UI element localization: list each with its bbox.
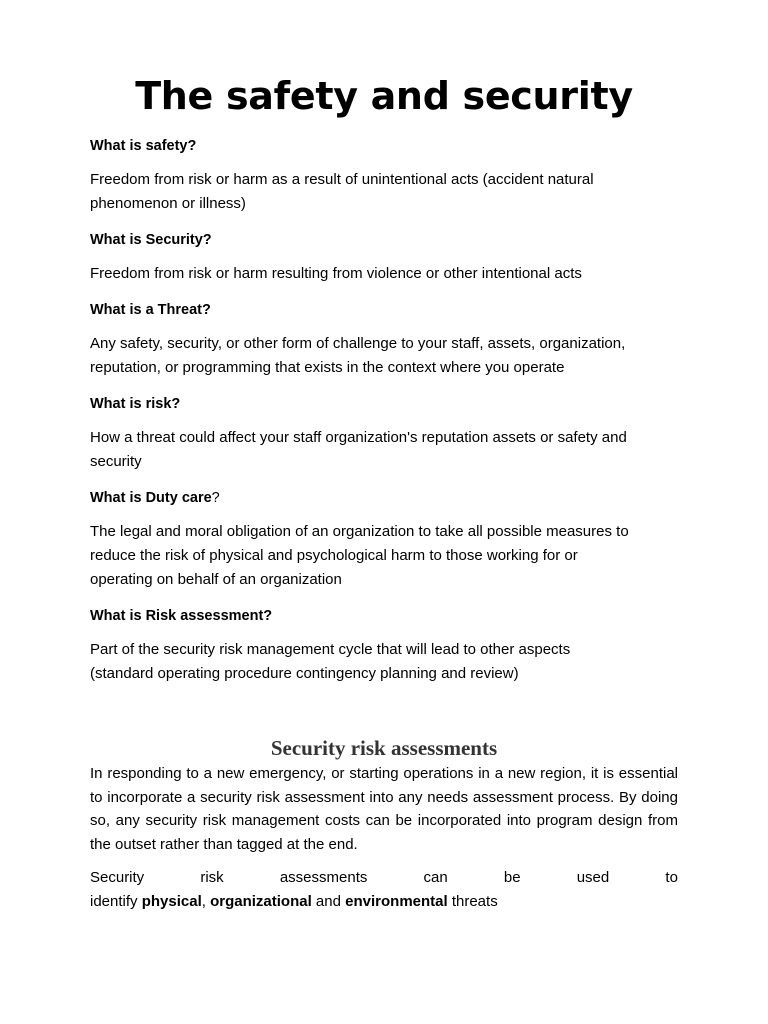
answer-line: Freedom from risk or harm as a result of unintentional acts (accident natural bbox=[90, 171, 594, 188]
question-safety: What is safety? bbox=[90, 138, 197, 154]
section-heading: Security risk assessments bbox=[270, 736, 498, 760]
answer-line: Freedom from risk or harm resulting from violence or other intentional acts bbox=[90, 265, 582, 282]
question-duty-care bbox=[90, 486, 678, 510]
qa-block-safety bbox=[90, 134, 678, 216]
word: assessments bbox=[279, 869, 368, 886]
qa-block-threat bbox=[90, 298, 678, 380]
section-paragraph-1: In responding to a new emergency, or starting operations in a new region, it is essential to incorporate a security risk assessment into any needs assessment process. By doing so, any security risk management costs can be incorporated into program design from the outset rather than tagged at the end. bbox=[90, 765, 678, 853]
word: be bbox=[503, 869, 521, 886]
question-mark: ? bbox=[211, 490, 220, 506]
question-threat: What is a Threat? bbox=[90, 302, 211, 318]
answer-risk bbox=[90, 426, 678, 474]
qa-block-risk bbox=[90, 392, 678, 474]
paragraph-2-line-2 bbox=[90, 890, 678, 914]
answer-risk-assessment bbox=[90, 638, 678, 686]
answer-safety bbox=[90, 168, 678, 216]
document-page bbox=[90, 0, 678, 913]
text: and bbox=[311, 892, 346, 910]
answer-line: Part of the security risk management cycle that will lead to other aspects bbox=[90, 641, 571, 658]
question-risk: What is risk? bbox=[90, 396, 181, 412]
answer-line: phenomenon or illness) bbox=[90, 195, 246, 212]
document-title: The safety and security bbox=[135, 74, 633, 118]
text: , bbox=[201, 892, 211, 910]
answer-line: operating on behalf of an organization bbox=[90, 571, 342, 588]
word: used bbox=[576, 869, 610, 886]
answer-line: reputation, or programming that exists in the context where you operate bbox=[90, 359, 565, 376]
qa-block-security bbox=[90, 228, 678, 286]
answer-line: The legal and moral obligation of an organization to take all possible measures to bbox=[90, 523, 629, 540]
question-security: What is Security? bbox=[90, 232, 212, 248]
answer-security bbox=[90, 262, 678, 286]
paragraph-2-line-1 bbox=[90, 866, 678, 890]
bold-term-environmental: environmental bbox=[345, 892, 448, 910]
word: can bbox=[423, 869, 448, 886]
answer-duty-care bbox=[90, 520, 678, 592]
answer-line: How a threat could affect your staff organization's reputation assets or safety and bbox=[90, 429, 627, 446]
section-paragraph-2 bbox=[90, 866, 678, 913]
question-risk-assessment: What is Risk assessment? bbox=[90, 608, 273, 624]
answer-line: reduce the risk of physical and psychological harm to those working for or bbox=[90, 547, 578, 564]
word: Security bbox=[90, 869, 145, 886]
qa-block-risk-assessment bbox=[90, 604, 678, 686]
word: to bbox=[665, 869, 678, 886]
word: risk bbox=[200, 869, 224, 886]
question-text: What is Duty care bbox=[90, 490, 212, 506]
answer-line: security bbox=[90, 453, 142, 470]
bold-term-organizational: organizational bbox=[210, 892, 312, 910]
text: threats bbox=[447, 892, 498, 910]
text: identify bbox=[90, 892, 142, 910]
answer-threat bbox=[90, 332, 678, 380]
qa-block-duty-care bbox=[90, 486, 678, 592]
answer-line: (standard operating procedure contingency planning and review) bbox=[90, 665, 519, 682]
bold-term-physical: physical bbox=[141, 892, 202, 910]
answer-line: Any safety, security, or other form of challenge to your staff, assets, organization, bbox=[90, 335, 626, 352]
